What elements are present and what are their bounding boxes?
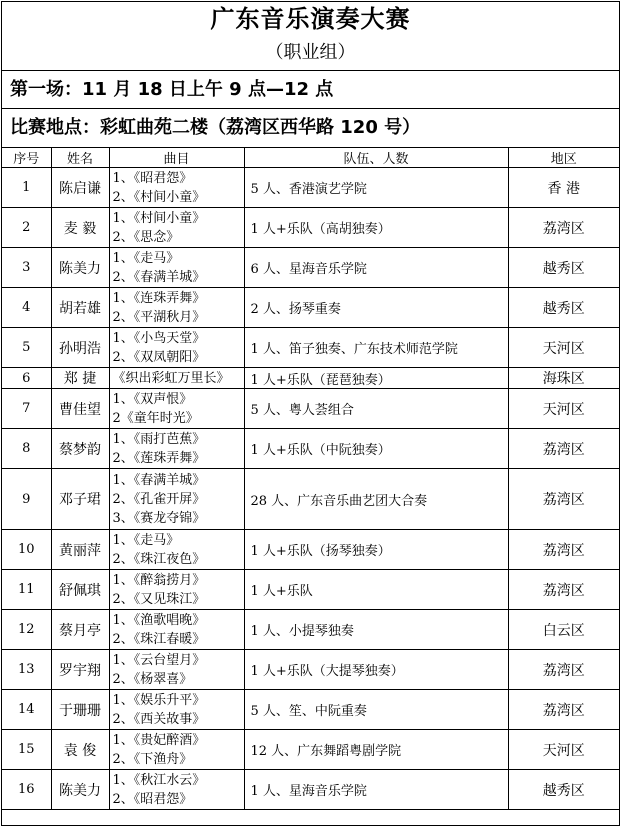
performer-name: 陈美力 — [51, 770, 109, 810]
district: 海珠区 — [508, 368, 619, 389]
team-info: 5 人、香港演艺学院 — [244, 168, 508, 208]
table-row — [2, 248, 619, 288]
table-row — [2, 368, 619, 389]
song-list — [109, 389, 244, 429]
district: 荔湾区 — [508, 208, 619, 248]
row-number: 7 — [2, 389, 51, 429]
song-item: 1、《娱乐升平》 — [112, 692, 206, 708]
team-info: 5 人、笙、中阮重奏 — [244, 690, 508, 730]
table-header-row — [2, 148, 619, 168]
row-number: 15 — [2, 730, 51, 770]
team-info: 1 人、笛子独奏、广东技术师范学院 — [244, 328, 508, 368]
song-list — [109, 469, 244, 530]
row-number: 5 — [2, 328, 51, 368]
team-info: 5 人、粤人荟组合 — [244, 389, 508, 429]
song-item: 1、《走马》 — [112, 532, 180, 548]
song-item: 2、《平湖秋月》 — [112, 309, 206, 325]
row-number: 3 — [2, 248, 51, 288]
table-row — [2, 690, 619, 730]
song-list — [109, 368, 244, 389]
venue-info: 比赛地点：彩虹曲苑二楼（荔湾区西华路 120 号） — [10, 117, 421, 138]
table-row — [2, 650, 619, 690]
district: 荔湾区 — [508, 570, 619, 610]
row-number: 8 — [2, 429, 51, 469]
header-team: 队伍、人数 — [244, 148, 508, 168]
song-item: 2、《双凤朝阳》 — [112, 349, 206, 365]
team-info: 1 人、小提琴独奏 — [244, 610, 508, 650]
song-list — [109, 730, 244, 770]
team-info: 1 人+乐队（中阮独奏） — [244, 429, 508, 469]
team-info: 1 人+乐队（大提琴独奏） — [244, 650, 508, 690]
table-row — [2, 610, 619, 650]
district: 荔湾区 — [508, 690, 619, 730]
row-number: 4 — [2, 288, 51, 328]
team-info: 28 人、广东音乐曲艺团大合奏 — [244, 469, 508, 530]
header-area: 地区 — [508, 148, 619, 168]
song-list — [109, 168, 244, 208]
performer-name: 陈启谦 — [51, 168, 109, 208]
row-number: 12 — [2, 610, 51, 650]
district: 天河区 — [508, 389, 619, 429]
row-number: 11 — [2, 570, 51, 610]
song-list — [109, 690, 244, 730]
performer-name: 蔡月亭 — [51, 610, 109, 650]
team-info: 1 人+乐队（琵琶独奏） — [244, 368, 508, 389]
song-item: 1、《走马》 — [112, 250, 180, 266]
table-row — [2, 168, 619, 208]
performer-name: 黄丽萍 — [51, 530, 109, 570]
performer-name: 曹佳望 — [51, 389, 109, 429]
table-row — [2, 208, 619, 248]
song-item: 2、《春满羊城》 — [112, 269, 206, 285]
song-item: 2、《昭君怨》 — [112, 791, 193, 807]
performer-name: 孙明浩 — [51, 328, 109, 368]
header-songs: 曲目 — [109, 148, 244, 168]
district: 越秀区 — [508, 248, 619, 288]
district: 白云区 — [508, 610, 619, 650]
table-row — [2, 288, 619, 328]
row-number: 13 — [2, 650, 51, 690]
song-item: 2、《思念》 — [112, 229, 180, 245]
performer-name: 袁 俊 — [51, 730, 109, 770]
district: 越秀区 — [508, 288, 619, 328]
district: 荔湾区 — [508, 530, 619, 570]
song-item: 2、《孔雀开屏》 — [112, 491, 206, 507]
row-number: 14 — [2, 690, 51, 730]
row-number: 10 — [2, 530, 51, 570]
row-number: 6 — [2, 368, 51, 389]
song-item: 2、《下渔舟》 — [112, 751, 193, 767]
district: 天河区 — [508, 730, 619, 770]
performer-name: 舒佩琪 — [51, 570, 109, 610]
table-row — [2, 469, 619, 530]
song-list — [109, 770, 244, 810]
performer-name: 胡若雄 — [51, 288, 109, 328]
song-item: 1、《连珠弄舞》 — [112, 290, 206, 306]
song-item: 2、《珠江春暖》 — [112, 631, 206, 647]
table-row — [2, 429, 619, 469]
performer-name: 邓子珺 — [51, 469, 109, 530]
song-item: 1、《双声恨》 — [112, 391, 193, 407]
team-info: 1 人、星海音乐学院 — [244, 770, 508, 810]
song-item: 1、《雨打芭蕉》 — [112, 431, 206, 447]
district: 荔湾区 — [508, 650, 619, 690]
song-item: 2、《西关故事》 — [112, 711, 206, 727]
performer-name: 蔡梦韵 — [51, 429, 109, 469]
team-info: 1 人+乐队 — [244, 570, 508, 610]
song-item: 1、《村间小童》 — [112, 210, 206, 226]
table-row — [2, 530, 619, 570]
song-item: 1、《小鸟天堂》 — [112, 330, 206, 346]
district: 荔湾区 — [508, 469, 619, 530]
performer-name: 陈美力 — [51, 248, 109, 288]
team-info: 6 人、星海音乐学院 — [244, 248, 508, 288]
song-list — [109, 650, 244, 690]
header-no: 序号 — [2, 148, 51, 168]
performer-name: 麦 毅 — [51, 208, 109, 248]
song-item: 1、《渔歌唱晚》 — [112, 612, 206, 628]
table-row — [2, 389, 619, 429]
row-number: 16 — [2, 770, 51, 810]
team-info: 2 人、扬琴重奏 — [244, 288, 508, 328]
schedule-table — [2, 147, 619, 810]
district: 越秀区 — [508, 770, 619, 810]
song-item: 《织出彩虹万里长》 — [112, 370, 230, 386]
song-list — [109, 248, 244, 288]
song-list — [109, 530, 244, 570]
song-item: 2、《莲珠弄舞》 — [112, 450, 206, 466]
song-item: 2、《又见珠江》 — [112, 591, 206, 607]
header-name: 姓名 — [51, 148, 109, 168]
song-list — [109, 570, 244, 610]
song-list — [109, 208, 244, 248]
song-item: 1、《云台望月》 — [112, 652, 206, 668]
table-row — [2, 730, 619, 770]
song-list — [109, 429, 244, 469]
schedule-sheet — [1, 1, 620, 826]
song-item: 1、《秋江水云》 — [112, 772, 206, 788]
song-item: 2《童年时光》 — [112, 410, 199, 426]
song-item: 2、《杨翠喜》 — [112, 671, 193, 687]
song-item: 2、《村间小童》 — [112, 189, 206, 205]
song-item: 1、《醉翁捞月》 — [112, 572, 206, 588]
table-row — [2, 328, 619, 368]
row-number: 9 — [2, 469, 51, 530]
team-info: 1 人+乐队（扬琴独奏） — [244, 530, 508, 570]
district: 香 港 — [508, 168, 619, 208]
performer-name: 罗宇翔 — [51, 650, 109, 690]
song-list — [109, 610, 244, 650]
session-time: 第一场：11 月 18 日上午 9 点—12 点 — [2, 71, 619, 109]
song-item: 1、《昭君怨》 — [112, 170, 193, 186]
song-list — [109, 288, 244, 328]
song-item: 1、《贵妃醉酒》 — [112, 732, 206, 748]
district: 天河区 — [508, 328, 619, 368]
team-info: 12 人、广东舞蹈粤剧学院 — [244, 730, 508, 770]
song-item: 1、《春满羊城》 — [112, 472, 206, 488]
performer-name: 于珊珊 — [51, 690, 109, 730]
performer-name: 郑 捷 — [51, 368, 109, 389]
song-item: 3、《赛龙夺锦》 — [112, 510, 206, 526]
table-row — [2, 770, 619, 810]
district: 荔湾区 — [508, 429, 619, 469]
page-title: 广东音乐演奏大赛 — [210, 4, 411, 33]
table-row — [2, 570, 619, 610]
row-number: 1 — [2, 168, 51, 208]
song-item: 2、《珠江夜色》 — [112, 551, 206, 567]
song-list — [109, 328, 244, 368]
page-subtitle: （职业组） — [2, 36, 619, 71]
team-info: 1 人+乐队（高胡独奏） — [244, 208, 508, 248]
row-number: 2 — [2, 208, 51, 248]
